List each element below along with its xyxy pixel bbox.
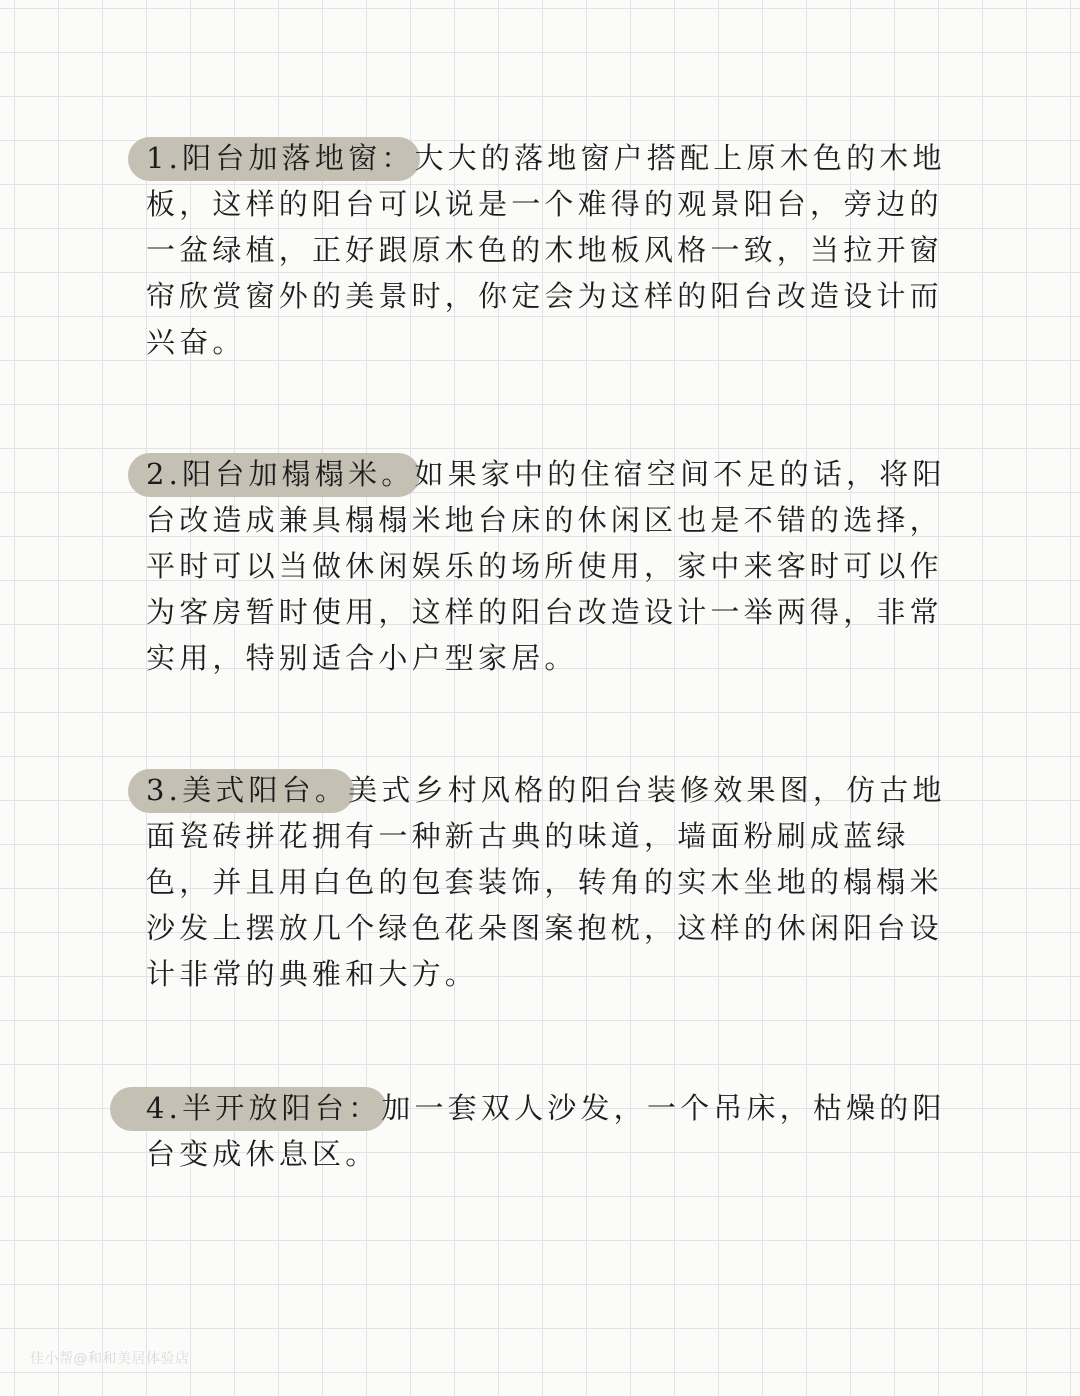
section-4	[146, 1085, 946, 1177]
section-2-heading: 2.阳台加榻榻米。	[146, 457, 415, 491]
watermark: 佳小帮@和和美居体验店	[30, 1351, 190, 1367]
section-4-text: 加一套双人沙发，一个吊床，枯燥的阳台变成休息区。	[146, 1091, 946, 1171]
section-2	[146, 451, 946, 681]
section-3-text: 美式乡村风格的阳台装修效果图，仿古地面瓷砖拼花拥有一种新古典的味道，墙面粉刷成蓝绿色，并且用白色的包套装饰，转角的实木坐地的榻榻米沙发上摆放几个绿色花朵图案抱枕，这样的休闲阳台设计非常的典雅和大方。	[146, 773, 946, 991]
section-4-paragraph	[146, 1085, 946, 1177]
section-3	[146, 767, 946, 997]
section-4-heading: 4.半开放阳台：	[146, 1091, 382, 1125]
section-1-paragraph	[146, 135, 946, 365]
section-1-heading: 1.阳台加落地窗：	[146, 141, 415, 175]
section-2-text: 如果家中的住宿空间不足的话，将阳台改造成兼具榻榻米地台床的休闲区也是不错的选择，平时可以当做休闲娱乐的场所使用，家中来客时可以作为客房暂时使用，这样的阳台改造设计一举两得，非常实用，特别适合小户型家居。	[146, 457, 946, 675]
section-2-paragraph	[146, 451, 946, 681]
section-1	[146, 135, 946, 365]
section-3-heading: 3.美式阳台。	[146, 773, 349, 807]
section-1-text: 大大的落地窗户搭配上原木色的木地板，这样的阳台可以说是一个难得的观景阳台，旁边的一盆绿植，正好跟原木色的木地板风格一致，当拉开窗帘欣赏窗外的美景时，你定会为这样的阳台改造设计而兴奋。	[146, 141, 946, 359]
section-3-paragraph	[146, 767, 946, 997]
